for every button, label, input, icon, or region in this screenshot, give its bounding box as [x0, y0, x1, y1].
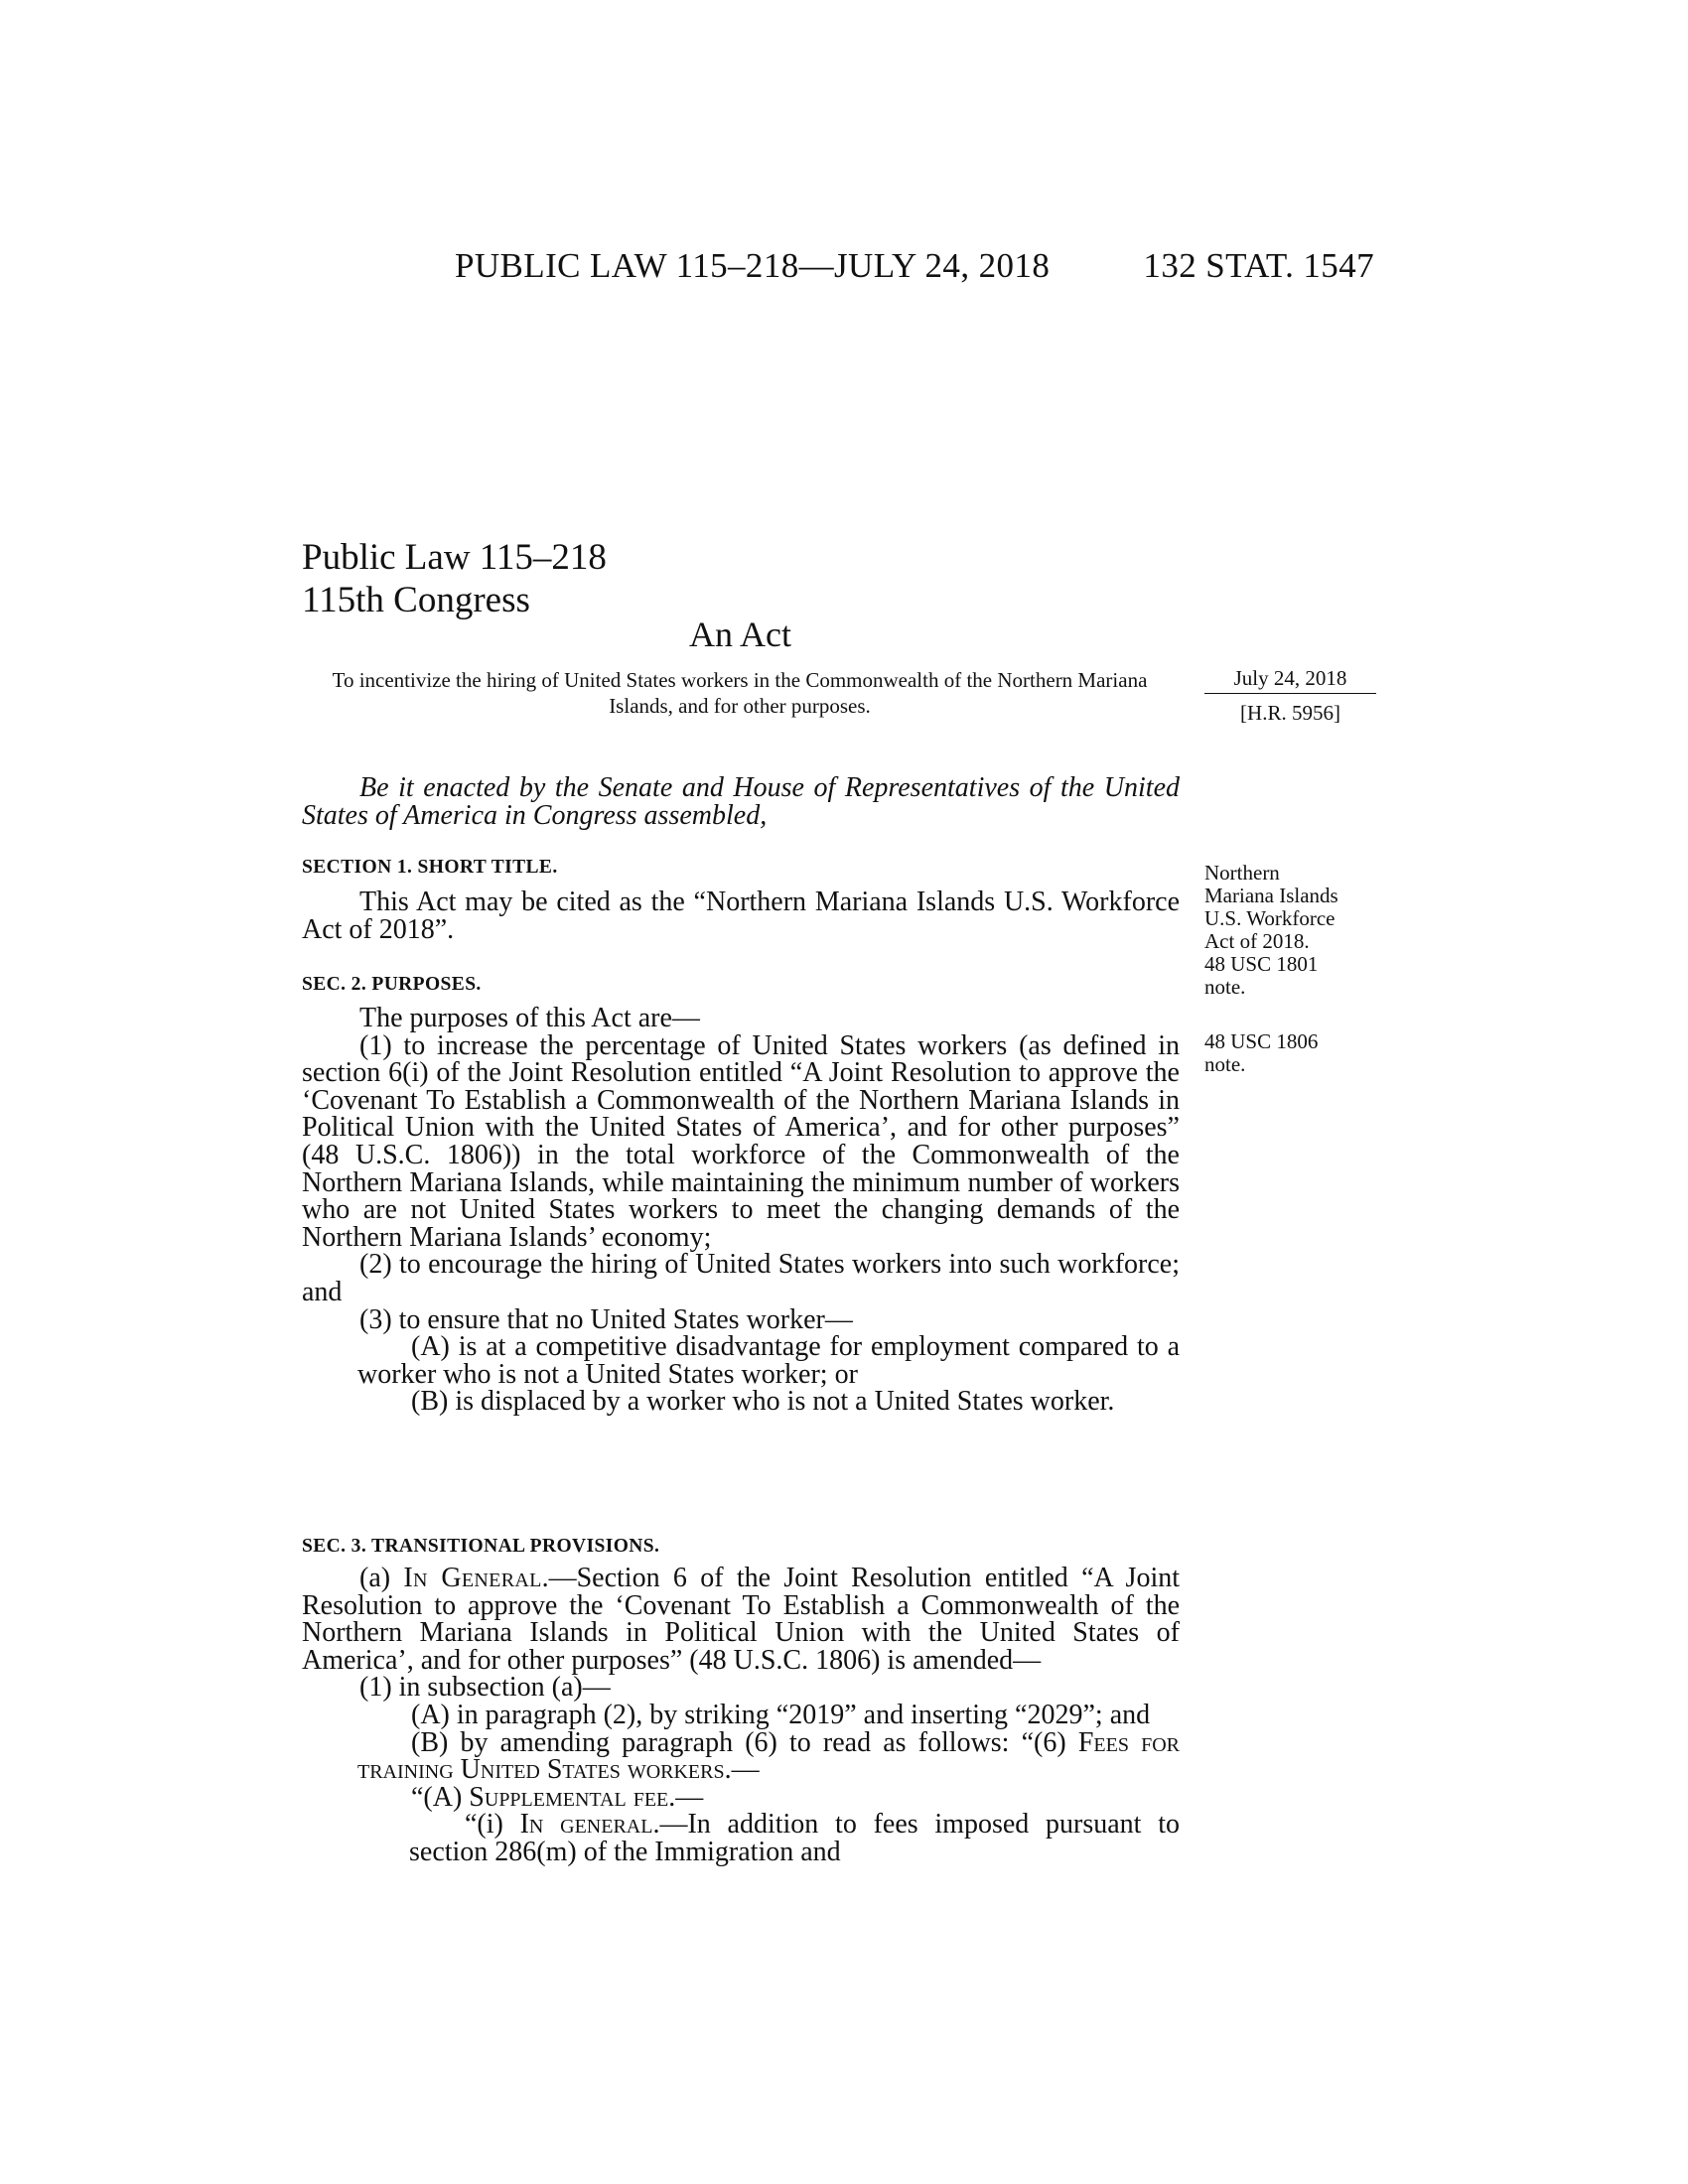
law-title-block: [302, 536, 607, 621]
amendment-paragraph-1: (1) in subsection (a)—: [359, 1672, 611, 1704]
section-1-body: [302, 888, 1180, 943]
act-heading: An Act: [689, 614, 791, 654]
quoted-clause-i-caption: In general: [519, 1809, 653, 1841]
purpose-paragraph-1: (1) to increase the percentage of United States workers (as defined in section 6(i) of the Joint Resolution entitled “A Joint Resolution to approve the ‘Covenant To Establish a Commonwealth of the Northern Mariana Islands in Political Union with the United States of America’, and for other purposes” (48 U.S.C. 1806)) in the total workforce of the Commonwealth of the Northern Mariana Islands, while maintaining the minimum number of workers who are not United States workers to meet the changing demands of the Northern Mariana Islands’ economy;: [302, 1029, 1180, 1253]
purpose-paragraph-3: (3) to ensure that no United States worker—: [359, 1303, 853, 1335]
subsection-a-text: .—Section 6 of the Joint Resolution entitled “A Joint Resolution to approve the ‘Covenant To Establish a Commonwealth of the Northern Mariana Islands in Political Union with the United States of America’, and for other purposes” (48 U.S.C. 1806) is amended—: [302, 1563, 1180, 1676]
running-header-page: 132 STAT. 1547: [1143, 246, 1374, 285]
public-law-number: Public Law 115–218: [302, 537, 607, 578]
margin-bill-number: [H.R. 5956]: [1240, 701, 1340, 725]
short-title-paragraph: This Act may be cited as the “Northern Mariana Islands U.S. Workforce Act of 2018”.: [302, 887, 1180, 945]
quoted-subparagraph-a: [302, 1781, 1180, 1813]
amendment-subparagraph-a: (A) in paragraph (2), by striking “2019” and inserting “2029”; and: [411, 1699, 1151, 1730]
quoted-subparagraph-a-caption: Supplemental fee: [469, 1781, 669, 1813]
subsection-a-label: (a): [359, 1563, 404, 1593]
margin-note-line: note.: [1204, 1052, 1246, 1076]
quoted-paragraph-6-label: “(6): [1021, 1726, 1078, 1758]
margin-note-short-title: [1204, 862, 1383, 999]
quoted-paragraph-6-dash: .—: [724, 1754, 760, 1786]
margin-note-line: 48 USC 1806: [1204, 1029, 1319, 1053]
purpose-paragraph-2: (2) to encourage the hiring of United States workers into such workforce; and: [302, 1249, 1180, 1307]
margin-note-line: 48 USC 1801: [1204, 952, 1319, 976]
margin-note-line: Act of 2018.: [1204, 929, 1310, 953]
subsection-a: [302, 1565, 1180, 1674]
purpose-subparagraph-a: (A) is at a competitive disadvantage for employment compared to a worker who is not a United States worker; or: [357, 1331, 1180, 1390]
quoted-clause-i-label: “(i): [465, 1809, 520, 1841]
section-2-body: [302, 1005, 1180, 1416]
purposes-intro: The purposes of this Act are—: [359, 1003, 700, 1033]
margin-note-line: Northern: [1204, 861, 1280, 885]
section-3-heading: SEC. 3. TRANSITIONAL PROVISIONS.: [302, 1536, 660, 1557]
margin-note-line: Mariana Islands: [1204, 884, 1338, 907]
margin-note-purposes: [1204, 1030, 1383, 1076]
purpose-subparagraph-b: (B) is displaced by a worker who is not a United States worker.: [411, 1386, 1115, 1418]
running-header-left: PUBLIC LAW 115–218—JULY 24, 2018: [455, 246, 1051, 285]
section-3-body: [302, 1565, 1180, 1866]
subsection-a-caption: In General: [403, 1563, 542, 1593]
quoted-paragraph-6-caption: Fees for training United States workers: [357, 1726, 1180, 1786]
section-1-heading: SECTION 1. SHORT TITLE.: [302, 857, 558, 878]
congress-number: 115th Congress: [302, 580, 530, 620]
long-title: To incentivize the hiring of United States workers in the Commonwealth of the Northern Mariana Islands, and for other purposes.: [332, 668, 1148, 718]
margin-note-line: U.S. Workforce: [1204, 906, 1336, 930]
amendment-subparagraph-b: [248, 1726, 1180, 1786]
quoted-subparagraph-a-label: “(A): [411, 1781, 470, 1813]
amendment-subparagraph-b-text: (B) by amending paragraph (6) to read as follows:: [411, 1726, 1010, 1758]
quoted-clause-i: [246, 1811, 1180, 1865]
enacting-clause: [302, 774, 1180, 829]
section-2-heading: SEC. 2. PURPOSES.: [302, 974, 482, 995]
margin-date: July 24, 2018: [1204, 667, 1376, 694]
enacting-clause-text: Be it enacted by the Senate and House of Representatives of the United States of America in Congress assembled,: [302, 772, 1180, 831]
quoted-subparagraph-a-dash: .—: [668, 1781, 704, 1813]
quoted-clause-i-text: .—In addition to fees imposed pursuant to section 286(m) of the Immigration and: [409, 1809, 1180, 1867]
margin-note-line: note.: [1204, 975, 1246, 999]
